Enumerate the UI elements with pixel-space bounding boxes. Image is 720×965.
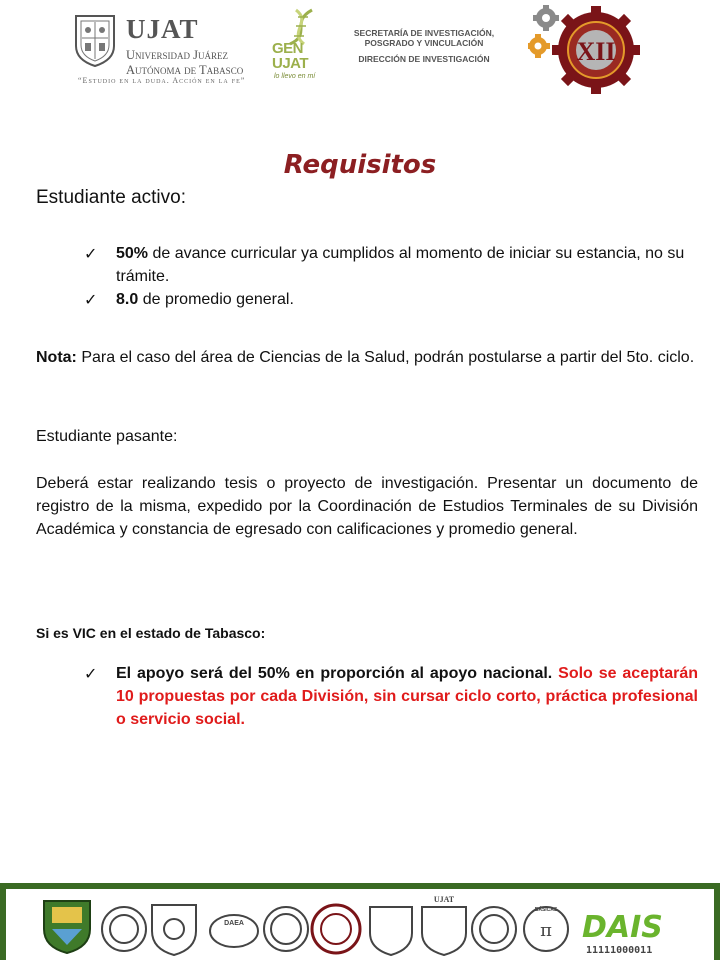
svg-text:π: π	[540, 920, 552, 941]
gen-ujat-label: UJAT	[272, 55, 309, 72]
direccion-label: DIRECCIÓN DE INVESTIGACIÓN	[358, 54, 490, 64]
list-item-text: de promedio general.	[138, 291, 294, 308]
division-logos	[6, 889, 714, 960]
pasante-paragraph: Deberá estar realizando tesis o proyecto de investigación. Presentar un documento de registro de la misma, expedido por la Coordinación de Estudios Terminales de su División Académica y constancia de egresado con calificaciones y promedio general.	[36, 475, 698, 538]
secretaria-line2: POSGRADO Y VINCULACIÓN	[364, 38, 484, 48]
nota-text: Para el caso del área de Ciencias de la Salud, podrán postularse a partir del 5to. ciclo.	[76, 349, 695, 366]
list-item-text: de avance curricular ya cumplidos al momento de iniciar su estancia, no su trámite.	[116, 245, 685, 285]
activo-requirements-list	[78, 242, 698, 311]
daea-label: DAEA	[224, 920, 244, 927]
ujat-name-line2: Autónoma de Tabasco	[126, 63, 244, 77]
ujat-motto: “Estudio en la duda. Acción en la fe”	[78, 76, 246, 85]
division-crest-icon	[472, 907, 516, 951]
list-item	[78, 662, 698, 731]
vic-requirements-list	[78, 662, 698, 731]
dais-logo-text: DAIS	[582, 910, 663, 945]
dais-binary-label: 11111000011	[586, 945, 653, 956]
division-crest-icon	[370, 907, 412, 955]
vic-restriction-text: Solo se aceptarán 10 propuestas por cada División, sin cursar ciclo corto, práctica profesional o servicio social.	[116, 665, 698, 728]
division-crest-icon	[102, 907, 146, 951]
page-title: Requisitos	[283, 150, 437, 180]
division-shield-icon	[44, 901, 90, 953]
gear-emblem-icon	[528, 4, 648, 96]
list-item	[78, 242, 698, 288]
list-item-value: 8.0	[116, 291, 139, 308]
heading-vic-tabasco: Si es VIC en el estado de Tabasco:	[36, 625, 266, 641]
footer-logo-strip	[0, 883, 720, 960]
footer-logos	[6, 889, 714, 960]
heading-estudiante-activo: Estudiante activo:	[36, 187, 186, 208]
checkmark-icon: ✓	[84, 664, 98, 683]
ujat-crest-icon	[422, 907, 466, 955]
ujat-shield-icon	[72, 12, 118, 68]
nota-label: Nota:	[36, 349, 77, 366]
gen-tagline: lo llevo en mí	[274, 73, 316, 80]
gen-label: GEN	[272, 40, 304, 57]
ujat-seal-icon	[312, 905, 360, 953]
ujat-logo	[68, 8, 278, 86]
heading-estudiante-pasante: Estudiante pasante:	[36, 428, 178, 445]
checkmark-icon: ✓	[84, 290, 98, 309]
basicas-label: BÁSICAS	[534, 907, 558, 913]
secretaria-logo	[344, 28, 504, 64]
event-numeral: XII	[576, 37, 616, 66]
ujat-name-line1: Universidad Juárez	[126, 48, 229, 62]
list-item-value: 50%	[116, 245, 149, 262]
list-item	[78, 288, 698, 311]
nota-paragraph	[36, 346, 698, 369]
ujat-acronym: UJAT	[126, 14, 199, 44]
vic-support-text: El apoyo será del 50% en proporción al apoyo nacional.	[116, 665, 559, 682]
checkmark-icon: ✓	[84, 244, 98, 263]
division-crest-icon	[152, 905, 196, 955]
gen-ujat-logo	[268, 4, 330, 84]
header-logos	[0, 0, 720, 100]
ujat-footer-label: UJAT	[433, 895, 455, 904]
secretaria-line1: SECRETARÍA DE INVESTIGACIÓN,	[353, 28, 495, 38]
